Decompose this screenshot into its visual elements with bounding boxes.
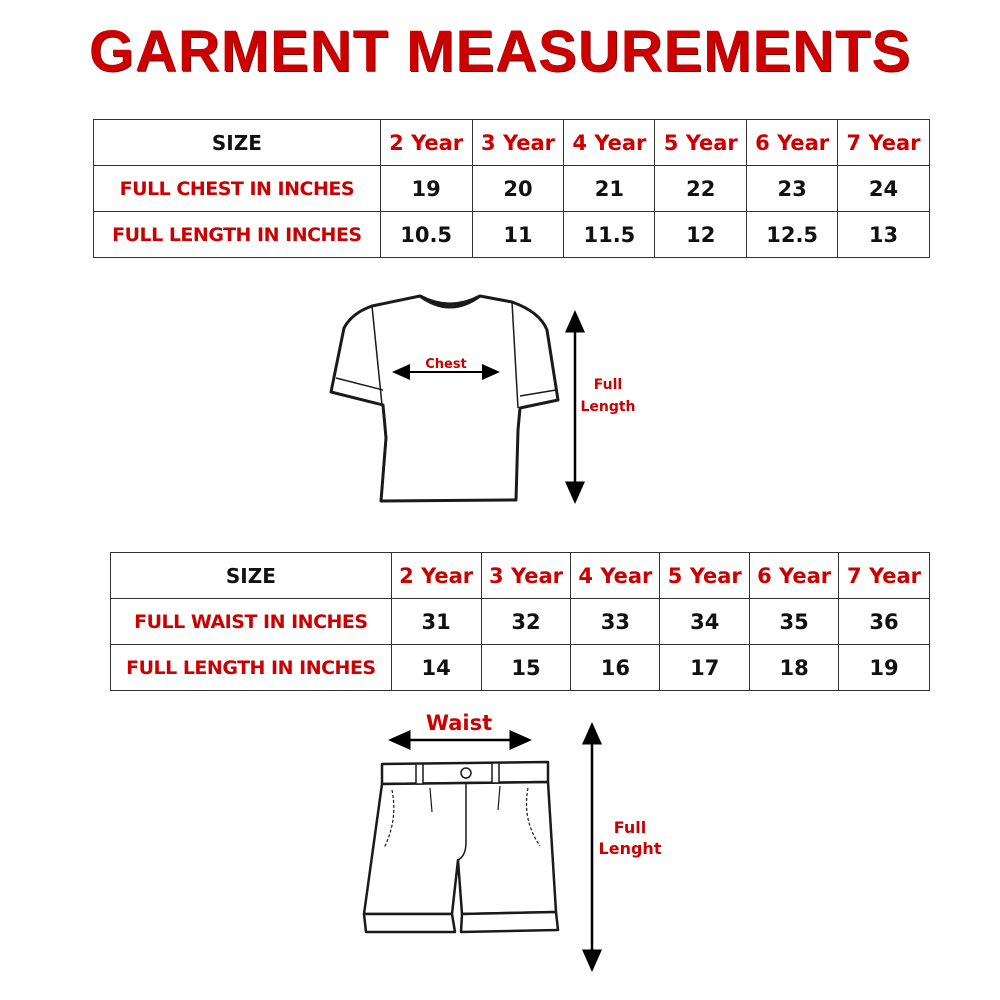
size-column-header: 2 Year: [380, 120, 472, 166]
waist-label: Waist: [425, 711, 493, 735]
page-title: GARMENT MEASUREMENTS: [88, 19, 912, 84]
size-column-header: 6 Year: [747, 120, 838, 166]
shorts-length-label-line1: Full: [613, 818, 647, 837]
size-column-header: 3 Year: [472, 120, 564, 166]
table-cell: 17: [660, 645, 750, 691]
table-cell: 16: [571, 645, 660, 691]
shorts-icon: [364, 762, 558, 932]
shirt-length-label-line1: Full: [593, 377, 623, 393]
table-cell: 18: [750, 645, 839, 691]
size-column-header: 6 Year: [750, 553, 839, 599]
table-cell: 36: [839, 599, 930, 645]
table-cell: 31: [391, 599, 481, 645]
row-label: FULL LENGTH IN INCHES: [111, 645, 392, 691]
table-cell: 22: [655, 166, 747, 212]
table-cell: 20: [472, 166, 564, 212]
size-column-header: 5 Year: [655, 120, 747, 166]
size-header-cell: SIZE: [94, 120, 381, 166]
size-column-header: 5 Year: [660, 553, 750, 599]
table-cell: 33: [571, 599, 660, 645]
chest-label: Chest: [425, 357, 467, 372]
row-label: FULL LENGTH IN INCHES: [94, 212, 381, 258]
table-cell: 14: [391, 645, 481, 691]
table-cell: 10.5: [380, 212, 472, 258]
table-cell: 12: [655, 212, 747, 258]
table-cell: 34: [660, 599, 750, 645]
shorts-length-label-line2: Lenght: [598, 839, 662, 858]
size-column-header: 4 Year: [571, 553, 660, 599]
size-column-header: 7 Year: [838, 120, 930, 166]
table-cell: 21: [564, 166, 655, 212]
table-cell: 19: [839, 645, 930, 691]
table-cell: 32: [481, 599, 571, 645]
size-column-header: 2 Year: [391, 553, 481, 599]
size-column-header: 4 Year: [564, 120, 655, 166]
table-cell: 35: [750, 599, 839, 645]
table-cell: 13: [838, 212, 930, 258]
shirt-length-label-line2: Length: [580, 399, 636, 415]
row-label: FULL CHEST IN INCHES: [94, 166, 381, 212]
table-cell: 19: [380, 166, 472, 212]
table-cell: 24: [838, 166, 930, 212]
table-cell: 15: [481, 645, 571, 691]
size-column-header: 3 Year: [481, 553, 571, 599]
size-header-cell: SIZE: [111, 553, 392, 599]
size-column-header: 7 Year: [839, 553, 930, 599]
row-label: FULL WAIST IN INCHES: [111, 599, 392, 645]
table-cell: 23: [747, 166, 838, 212]
table-cell: 12.5: [747, 212, 838, 258]
table-cell: 11.5: [564, 212, 655, 258]
table-cell: 11: [472, 212, 564, 258]
